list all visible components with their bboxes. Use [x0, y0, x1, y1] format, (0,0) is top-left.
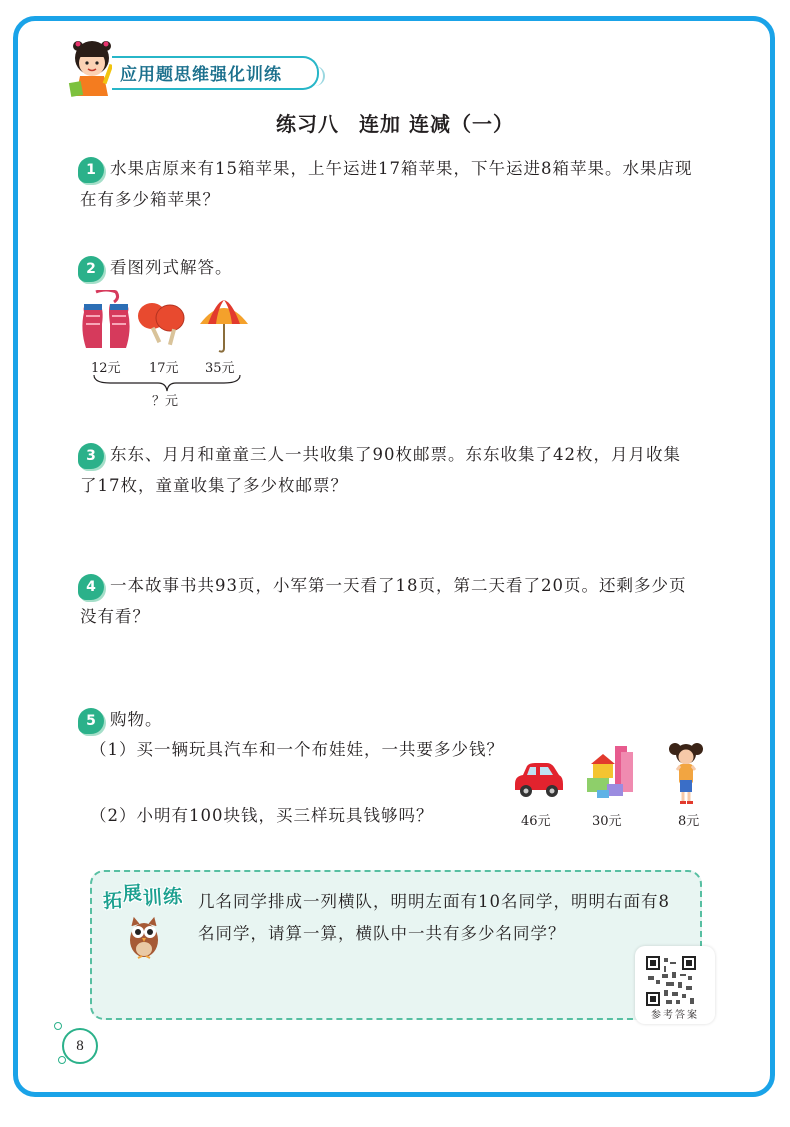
umbrella-icon — [198, 298, 250, 354]
extension-label-char-4: 练 — [162, 885, 184, 909]
price-paddles: 17元 — [149, 361, 179, 376]
extension-label-char-2: 展 — [121, 882, 144, 906]
doll-icon — [668, 740, 704, 806]
question-3-badge: 3 — [78, 443, 104, 469]
question-2-badge: 2 — [78, 256, 104, 282]
extension-label-char-3: 训 — [142, 886, 164, 910]
qr-code-icon[interactable] — [646, 956, 696, 1006]
total-unknown-label: ？元 — [152, 394, 179, 409]
price-mittens: 12元 — [91, 361, 121, 376]
question-2-line-1: 看图列式解答。 — [110, 258, 233, 277]
page-number-decoration — [54, 1022, 62, 1030]
question-1-line-2: 在有多少箱苹果？ — [80, 190, 220, 209]
question-4-badge: 4 — [78, 574, 104, 600]
extension-line-2: 名同学，请算一算，横队中一共有多少名同学？ — [198, 924, 566, 943]
extension-label — [102, 881, 184, 914]
price-umbrella: 35元 — [205, 361, 235, 376]
question-4-line-1: 一本故事书共93页，小军第一天看了18页，第二天看了20页。还剩多少页 — [110, 576, 687, 595]
qr-caption: 参考答案 — [651, 1010, 699, 1021]
question-4-line-2: 没有看？ — [80, 607, 150, 626]
lesson-number: 练习八 — [276, 112, 340, 136]
building-blocks-icon — [585, 744, 637, 800]
question-5-line-1: 购物。 — [110, 710, 163, 729]
question-5-sub-1: （1）买一辆玩具汽车和一个布娃娃，一共要多少钱？ — [90, 740, 504, 759]
series-title: 应用题思维强化训练 — [120, 65, 282, 85]
question-3-line-1: 东东、月月和童童三人一共收集了90枚邮票。东东收集了42枚，月月收集 — [110, 445, 681, 464]
page-number-decoration — [58, 1056, 66, 1064]
question-1-line-1: 水果店原来有15箱苹果，上午运进17箱苹果，下午运进8箱苹果。水果店现 — [110, 159, 693, 178]
question-1-badge: 1 — [78, 157, 104, 183]
question-5-badge: 5 — [78, 708, 104, 734]
price-blocks: 30元 — [592, 814, 622, 829]
ping-pong-paddles-icon — [136, 300, 188, 346]
toy-car-icon — [511, 760, 565, 800]
price-doll: 8元 — [678, 814, 700, 829]
extension-label-char-1: 拓 — [102, 889, 124, 913]
page-number: 8 — [62, 1028, 98, 1064]
mittens-icon — [78, 290, 134, 352]
question-5-sub-2: （2）小明有100块钱，买三样玩具钱够吗？ — [90, 806, 434, 825]
extension-line-1: 几名同学排成一列横队，明明左面有10名同学，明明右面有8 — [198, 892, 670, 911]
owl-icon — [126, 914, 162, 960]
lesson-title — [0, 108, 790, 137]
question-3-line-2: 了17枚，童童收集了多少枚邮票？ — [80, 476, 348, 495]
lesson-topic: 连加 连减（一） — [359, 112, 514, 136]
price-toy-car: 46元 — [521, 814, 551, 829]
